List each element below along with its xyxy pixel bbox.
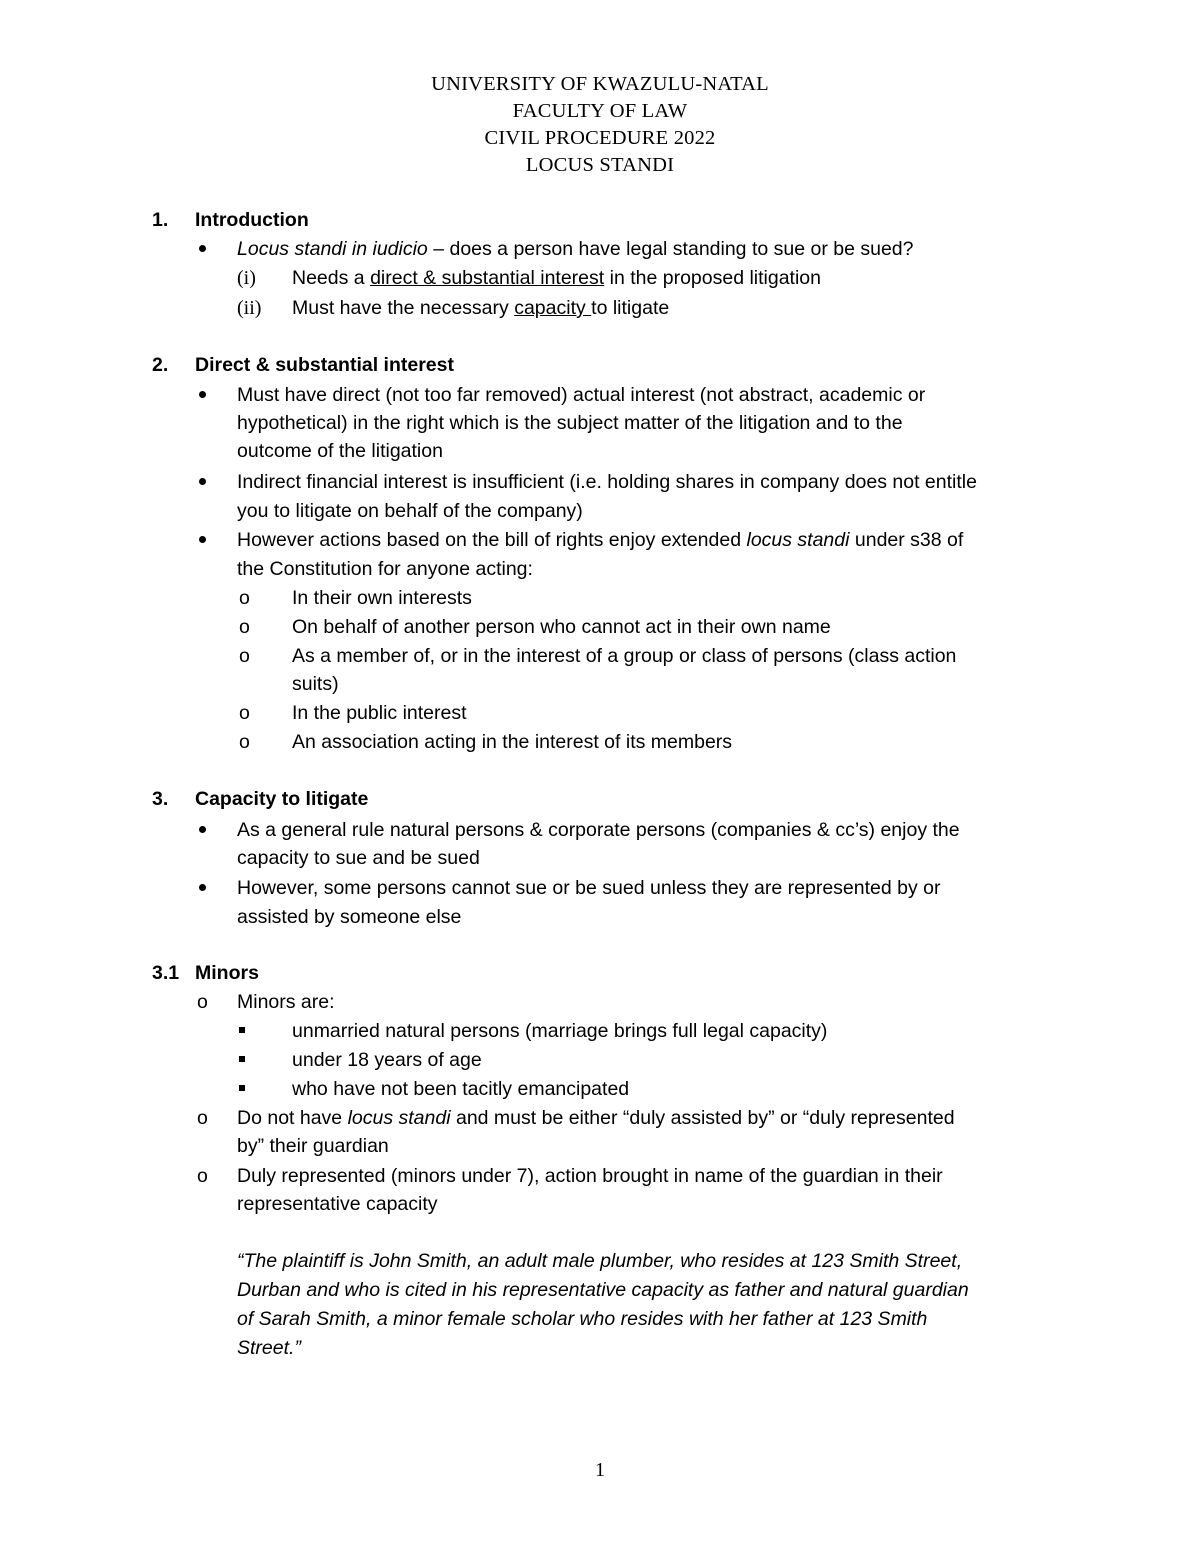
s31-item-3-line-2: representative capacity (237, 1193, 438, 1215)
circle-bullet-icon: o (197, 991, 208, 1013)
s1-item-i: Needs a direct & substantial interest in the proposed litigation (292, 267, 822, 289)
s31-sub-item-2: under 18 years of age (292, 1049, 482, 1071)
section-3-number: 3. (152, 788, 169, 810)
example-quote-line-2: Durban and who is cited in his representative capacity as father and natural guardian (237, 1279, 969, 1301)
course-title: CIVIL PROCEDURE 2022 (484, 127, 716, 149)
s31-item-2-line-1: Do not have locus standi and must be either “duly assisted by” or “duly represented (237, 1107, 955, 1129)
square-bullet-icon (239, 1027, 245, 1033)
s31-sub-item-1: unmarried natural persons (marriage brings full legal capacity) (292, 1020, 828, 1042)
page-number: 1 (595, 1459, 605, 1481)
s2-bullet-2-line-1: Indirect financial interest is insufficient (i.e. holding shares in company does not entitle (237, 471, 977, 493)
s2-bullet-3-line-2: the Constitution for anyone acting: (237, 558, 533, 580)
section-3-1-number: 3.1 (152, 962, 180, 984)
example-quote-line-3: of Sarah Smith, a minor female scholar who resides with her father at 123 Smith (237, 1308, 928, 1330)
s2-sub-item-4: In the public interest (292, 702, 467, 724)
s31-item-3-line-1: Duly represented (minors under 7), action brought in name of the guardian in their (237, 1165, 943, 1187)
circle-bullet-icon: o (239, 702, 250, 724)
s1-bullet-1: Locus standi in iudicio – does a person have legal standing to sue or be sued? (237, 238, 914, 260)
university-name: UNIVERSITY OF KWAZULU-NATAL (431, 73, 769, 95)
s2-sub-item-2: On behalf of another person who cannot act in their own name (292, 616, 831, 638)
s2-sub-item-5: An association acting in the interest of its members (292, 731, 733, 753)
bullet-icon (199, 536, 206, 543)
s3-bullet-1-line-2: capacity to sue and be sued (237, 847, 480, 869)
s2-sub-item-1: In their own interests (292, 587, 472, 609)
square-bullet-icon (239, 1056, 245, 1062)
example-quote-line-4: Street.” (237, 1337, 301, 1359)
s31-sub-item-3: who have not been tacitly emancipated (292, 1078, 630, 1100)
circle-bullet-icon: o (239, 616, 250, 638)
section-2-heading: Direct & substantial interest (195, 354, 454, 376)
s3-bullet-1-line-1: As a general rule natural persons & corporate persons (companies & cc’s) enjoy the (237, 819, 960, 841)
square-bullet-icon (239, 1085, 245, 1091)
bullet-icon (199, 391, 206, 398)
s2-bullet-3-line-1: However actions based on the bill of rights enjoy extended locus standi under s38 of (237, 529, 964, 551)
circle-bullet-icon: o (197, 1165, 208, 1187)
s31-item-2-line-2: by” their guardian (237, 1135, 389, 1157)
s2-sub-item-3-line-2: suits) (292, 673, 339, 695)
roman-numeral-i: (i) (237, 267, 256, 289)
section-3-1-heading: Minors (195, 962, 259, 984)
s2-bullet-1-line-2: hypothetical) in the right which is the subject matter of the litigation and to the (237, 412, 903, 434)
s2-bullet-1-line-3: outcome of the litigation (237, 440, 443, 462)
s2-bullet-2-line-2: you to litigate on behalf of the company) (237, 500, 583, 522)
circle-bullet-icon: o (239, 645, 250, 667)
circle-bullet-icon: o (239, 587, 250, 609)
section-3-heading: Capacity to litigate (195, 788, 369, 810)
bullet-icon (199, 826, 206, 833)
bullet-icon (199, 245, 206, 252)
s31-item-1: Minors are: (237, 991, 335, 1013)
section-1-heading: Introduction (195, 209, 309, 231)
bullet-icon (199, 478, 206, 485)
document-title: LOCUS STANDI (525, 154, 675, 176)
s1-item-ii: Must have the necessary capacity to litigate (292, 297, 670, 319)
bullet-icon (199, 884, 206, 891)
faculty-name: FACULTY OF LAW (512, 100, 688, 122)
section-2-number: 2. (152, 354, 169, 376)
roman-numeral-ii: (ii) (237, 297, 262, 319)
example-quote-line-1: “The plaintiff is John Smith, an adult male plumber, who resides at 123 Smith Street, (237, 1250, 963, 1272)
circle-bullet-icon: o (197, 1107, 208, 1129)
s2-sub-item-3-line-1: As a member of, or in the interest of a group or class of persons (class action (292, 645, 957, 667)
s2-bullet-1-line-1: Must have direct (not too far removed) actual interest (not abstract, academic or (237, 384, 926, 406)
circle-bullet-icon: o (239, 731, 250, 753)
section-1-number: 1. (152, 209, 169, 231)
s3-bullet-2-line-1: However, some persons cannot sue or be sued unless they are represented by or (237, 877, 941, 899)
s3-bullet-2-line-2: assisted by someone else (237, 906, 462, 928)
